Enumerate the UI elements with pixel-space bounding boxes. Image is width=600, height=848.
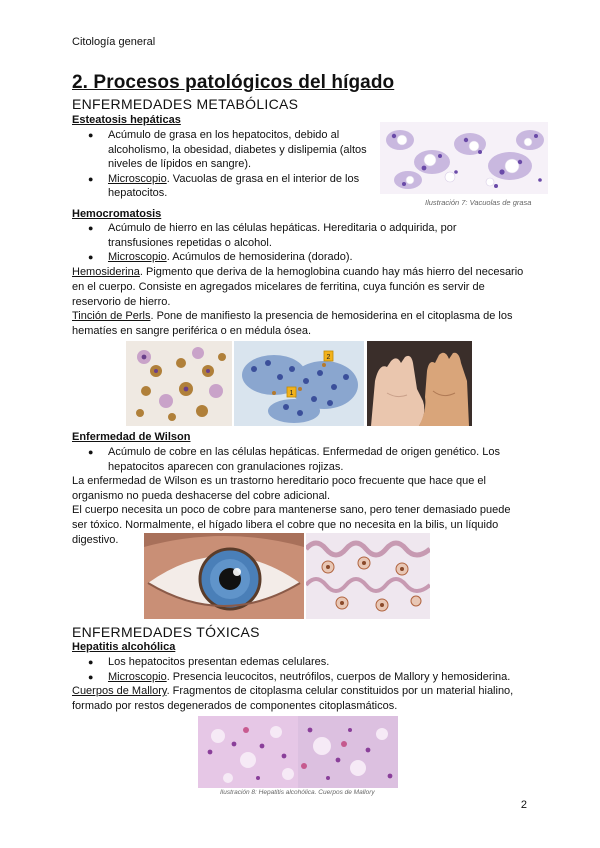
steatosis-caption: Ilustración 7: Vacuolas de grasa <box>425 198 532 207</box>
alcoholic-hepatitis-micrograph <box>198 716 398 788</box>
hands-photo <box>367 341 472 426</box>
hemochromatosis-title: Hemocromatosis <box>72 208 162 220</box>
list-item: ● Los hepatocitos presentan edemas celulares. <box>72 655 532 670</box>
list-item: ● Acúmulo de cobre en las células hepáticas. Enfermedad de origen genético. Los hepatocitos aparecen con granulaciones rojizas. <box>72 445 522 474</box>
page-number: 2 <box>520 799 527 811</box>
marker-label-1: 1 <box>289 390 294 397</box>
steatosis-list <box>72 128 372 201</box>
list-item: ● Microscopio. Acúmulos de hemosiderina (dorado). <box>72 250 512 265</box>
hemochromatosis-list <box>72 221 512 265</box>
alcoholic-hepatitis-title: Hepatitis alcohólica <box>72 641 176 653</box>
eye-photo <box>144 533 304 619</box>
list-item: ● Acúmulo de hierro en las células hepáticas. Hereditaria o adquirida, por transfusiones repetidas o alcohol. <box>72 221 512 250</box>
toxic-heading: ENFERMEDADES TÓXICAS <box>72 624 260 640</box>
list-item: ● Acúmulo de grasa en los hepatocitos, debido al alcoholismo, la obesidad, diabetes y dislipemia (altos niveles de lípidos en sangre). <box>72 128 372 172</box>
wilson-paragraph-1: La enfermedad de Wilson es un trastorno hereditario poco frecuente que hace que el organismo no pueda deshacerse del cobre adicional. <box>72 475 486 502</box>
perls-definition: Tinción de Perls. Pone de manifiesto la presencia de hemosiderina en el citoplasma de los hematíes en sangre periférica o en médula ósea. <box>72 310 513 337</box>
steatosis-title: Esteatosis hepáticas <box>72 114 181 126</box>
perls-stain-micrograph <box>126 341 232 426</box>
wilson-paragraph-2: El cuerpo necesita un poco de cobre para mantenerse sano, pero tener demasiado puede ser tóxico. Normalmente, el hígado libera el cobre que no necesita en la bilis, un líquido digestivo. <box>72 504 511 546</box>
mallory-definition: Cuerpos de Mallory. Fragmentos de citoplasma celular constituidos por un material hialino, formado por restos degenerados de componentes citoplasmáticos. <box>72 685 514 712</box>
marker-label-2: 2 <box>326 354 331 361</box>
list-item: ● Microscopio. Presencia leucocitos, neutrófilos, cuerpos de Mallory y hemosiderina. <box>72 670 532 685</box>
wilson-title: Enfermedad de Wilson <box>72 431 191 443</box>
hemosiderin-definition: Hemosiderina. Pigmento que deriva de la hemoglobina cuando hay más hierro del necesario en el cuerpo. Consiste en agregados micelares de ferritina, cuya función es servir de reservorio de hierro. <box>72 266 524 308</box>
pap-stain-micrograph <box>234 341 364 426</box>
list-item: ● Microscopio. Vacuolas de grasa en el interior de los hepatocitos. <box>72 172 372 201</box>
running-header: Citología general <box>72 36 156 48</box>
metabolic-heading: ENFERMEDADES METABÓLICAS <box>72 96 299 112</box>
section-title: 2. Procesos patológicos del hígado <box>72 72 395 93</box>
alcoholic-hepatitis-list <box>72 655 532 684</box>
wilson-list <box>72 445 522 474</box>
steatosis-micrograph <box>380 122 548 194</box>
wilson-micrograph <box>306 533 430 619</box>
alcoholic-hepatitis-caption: Ilustración 8: Hepatitis alcohólica. Cuerpos de Mallory <box>220 789 375 796</box>
